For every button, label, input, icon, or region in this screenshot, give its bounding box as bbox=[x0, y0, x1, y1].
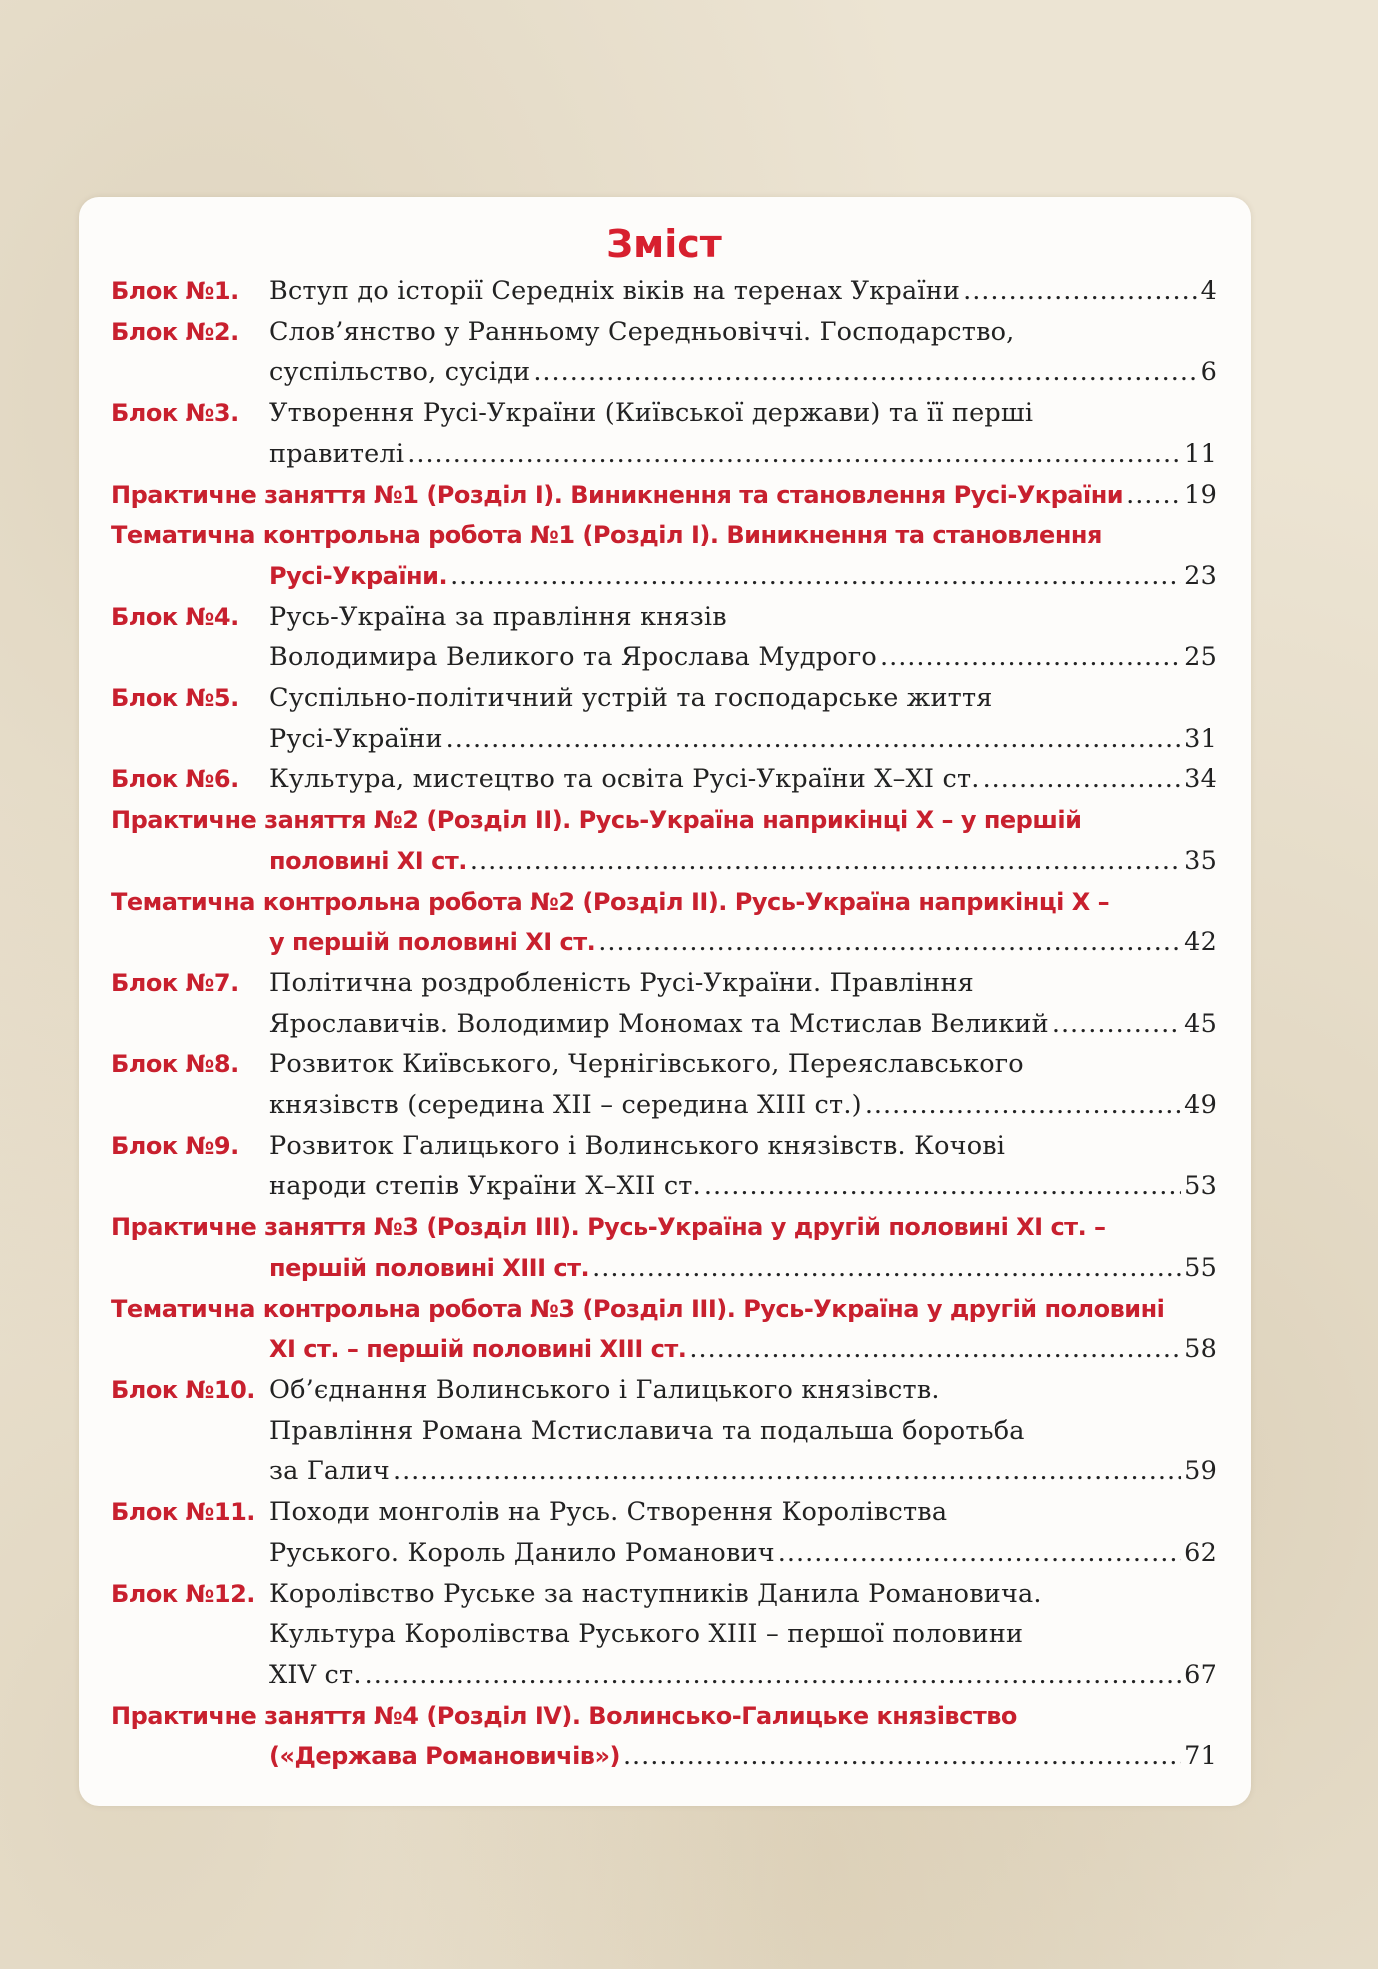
page-number: 49 bbox=[1184, 1090, 1217, 1121]
entry-title-text: першій половині ХІІІ ст. bbox=[269, 1253, 590, 1282]
entry-body bbox=[269, 1126, 1217, 1207]
entry-title-line: Розвиток Галицького і Волинського князівств. Кочові bbox=[269, 1130, 1006, 1161]
page-number: 55 bbox=[1184, 1252, 1217, 1283]
page-number: 53 bbox=[1184, 1171, 1217, 1202]
entry-last-line bbox=[111, 1329, 1217, 1370]
toc-entry[interactable] bbox=[111, 1370, 1217, 1492]
entry-last-line bbox=[269, 434, 1217, 475]
entry-last-line bbox=[111, 556, 1217, 597]
entry-title-text: Русі-України. bbox=[269, 561, 448, 590]
entry-label: Блок №5. bbox=[111, 684, 239, 713]
entry-last-line bbox=[111, 475, 1217, 516]
toc-entry[interactable] bbox=[111, 393, 1217, 474]
entry-last-line bbox=[269, 1655, 1217, 1696]
dot-leader bbox=[623, 1736, 1181, 1777]
entry-title-text: князівств (середина XII – середина XIII ст.) bbox=[269, 1090, 862, 1121]
entry-label: Блок №3. bbox=[111, 399, 239, 428]
entry-title-line: Політична роздробленість Русі-України. Правління bbox=[269, 967, 974, 998]
page-number: 11 bbox=[1184, 438, 1217, 469]
entry-title-text: правителі bbox=[269, 438, 405, 469]
dot-leader bbox=[689, 1329, 1181, 1370]
entry-title-text: ХІ ст. – першій половині ХІІІ ст. bbox=[269, 1335, 687, 1364]
entry-body bbox=[269, 1574, 1217, 1696]
entry-title-line: Королівство Руське за наступників Данила Романовича. bbox=[269, 1578, 1042, 1609]
page-number: 58 bbox=[1184, 1334, 1217, 1365]
entry-title-text: народи степів України Х–ХІІ ст. bbox=[269, 1171, 701, 1202]
toc-entry[interactable] bbox=[111, 515, 1217, 596]
entry-body bbox=[111, 800, 1217, 881]
toc-entry[interactable] bbox=[111, 1044, 1217, 1125]
entry-title-line: Об’єднання Волинського і Галицького князівств. bbox=[269, 1374, 940, 1405]
dot-leader bbox=[533, 352, 1197, 393]
toc-entry[interactable] bbox=[111, 678, 1217, 759]
entry-last-line bbox=[269, 1451, 1217, 1492]
toc-entry[interactable] bbox=[111, 1126, 1217, 1207]
toc-panel bbox=[79, 197, 1251, 1806]
toc-entry[interactable] bbox=[111, 759, 1217, 800]
toc-entry[interactable] bbox=[111, 312, 1217, 393]
page-number: 4 bbox=[1200, 276, 1217, 306]
dot-leader bbox=[470, 841, 1181, 882]
entry-title-text: за Галич bbox=[269, 1456, 390, 1487]
page-number: 23 bbox=[1184, 560, 1217, 591]
entry-last-line bbox=[111, 1736, 1217, 1777]
entry-heading-line: Тематична контрольна робота №1 (Розділ І). Виникнення та становлення bbox=[111, 521, 1102, 550]
entry-last-line bbox=[269, 637, 1217, 678]
page-number: 19 bbox=[1184, 479, 1217, 510]
entry-heading-line: Практичне заняття №2 (Розділ ІІ). Русь-Україна наприкінці Х – у першій bbox=[111, 806, 1082, 835]
entry-body bbox=[111, 1696, 1217, 1777]
dot-leader bbox=[407, 434, 1181, 475]
entry-body bbox=[269, 678, 1217, 759]
dot-leader bbox=[983, 759, 1182, 800]
entry-title-line: Суспільно-політичний устрій та господарське життя bbox=[269, 683, 993, 714]
entry-body bbox=[269, 312, 1217, 393]
page-number: 34 bbox=[1184, 764, 1217, 795]
toc-entry[interactable] bbox=[111, 271, 1217, 312]
entry-title-text: Ярославичів. Володимир Мономах та Мстислав Великий bbox=[269, 1008, 1049, 1039]
entry-last-line bbox=[269, 1004, 1217, 1045]
entry-title-text: XIV ст. bbox=[269, 1659, 362, 1690]
entry-body bbox=[269, 1044, 1217, 1125]
toc-entry[interactable] bbox=[111, 475, 1217, 516]
page-number: 62 bbox=[1184, 1537, 1217, 1568]
entry-title-line: Утворення Русі-України (Київської держави) та її перші bbox=[269, 398, 1034, 429]
entry-title-text: Практичне заняття №1 (Розділ І). Виникнення та становлення Русі-України bbox=[111, 480, 1124, 509]
entry-last-line bbox=[269, 759, 1217, 800]
entry-label: Блок №4. bbox=[111, 602, 239, 631]
entry-body bbox=[111, 882, 1217, 963]
entry-title-line: Слов’янство у Ранньому Середньовіччі. Господарство, bbox=[269, 316, 1015, 347]
page-number: 25 bbox=[1184, 642, 1217, 673]
toc-entry[interactable] bbox=[111, 1492, 1217, 1573]
dot-leader bbox=[1126, 475, 1181, 516]
entry-label: Блок №2. bbox=[111, 317, 239, 346]
entry-title-text: суспільство, сусіди bbox=[269, 357, 531, 388]
toc-entry[interactable] bbox=[111, 882, 1217, 963]
entry-last-line bbox=[269, 1533, 1217, 1574]
dot-leader bbox=[880, 637, 1181, 678]
entry-title-text: у першій половині ХІ ст. bbox=[269, 928, 596, 957]
entry-label: Блок №7. bbox=[111, 968, 239, 997]
dot-leader bbox=[393, 1451, 1181, 1492]
entry-heading-line: Практичне заняття №3 (Розділ ІІІ). Русь-Україна у другій половині ХІ ст. – bbox=[111, 1213, 1106, 1242]
entry-label: Блок №9. bbox=[111, 1131, 239, 1160]
toc-entry[interactable] bbox=[111, 1574, 1217, 1696]
page-number: 31 bbox=[1184, 723, 1217, 754]
entry-heading-line: Тематична контрольна робота №3 (Розділ ІІІ). Русь-Україна у другій половині bbox=[111, 1294, 1165, 1323]
entry-title-text: Руського. Король Данило Романович bbox=[269, 1537, 775, 1568]
entry-title-text: Русі-України bbox=[269, 723, 443, 754]
entry-last-line bbox=[269, 352, 1217, 393]
dot-leader bbox=[450, 556, 1181, 597]
toc-list bbox=[111, 271, 1217, 1777]
toc-entry[interactable] bbox=[111, 1207, 1217, 1288]
page-number: 42 bbox=[1184, 927, 1217, 958]
entry-label: Блок №12. bbox=[111, 1579, 255, 1608]
entry-last-line bbox=[269, 271, 1217, 312]
entry-last-line bbox=[269, 1166, 1217, 1207]
entry-label: Блок №1. bbox=[111, 277, 239, 305]
dot-leader bbox=[963, 271, 1197, 312]
entry-last-line bbox=[269, 719, 1217, 760]
entry-title-line: Правління Романа Мстиславича та подальша боротьба bbox=[269, 1415, 1025, 1446]
entry-label: Блок №6. bbox=[111, 765, 239, 794]
toc-entry[interactable] bbox=[111, 1289, 1217, 1370]
entry-title-text: Культура, мистецтво та освіта Русі-України Х–ХІ ст. bbox=[269, 764, 980, 795]
entry-title-text: половині ХІ ст. bbox=[269, 846, 467, 875]
entry-body bbox=[269, 1492, 1217, 1573]
entry-label: Блок №10. bbox=[111, 1375, 255, 1404]
entry-title-line: Культура Королівства Руського ХІІІ – першої половини bbox=[269, 1619, 1024, 1650]
dot-leader bbox=[365, 1655, 1181, 1696]
entry-body bbox=[269, 759, 1217, 800]
toc-entry[interactable] bbox=[111, 800, 1217, 881]
entry-last-line bbox=[269, 1085, 1217, 1126]
dot-leader bbox=[865, 1085, 1181, 1126]
entry-last-line bbox=[111, 1248, 1217, 1289]
entry-body bbox=[269, 1370, 1217, 1492]
entry-body bbox=[269, 271, 1217, 312]
page-number: 45 bbox=[1184, 1008, 1217, 1039]
entry-title-line: Русь-Україна за правління князів bbox=[269, 601, 727, 632]
page-number: 35 bbox=[1184, 845, 1217, 876]
entry-heading-line: Практичне заняття №4 (Розділ IV). Волинсько-Галицьке князівство bbox=[111, 1701, 1017, 1730]
page-number: 6 bbox=[1200, 357, 1217, 388]
entry-body bbox=[269, 597, 1217, 678]
entry-label: Блок №8. bbox=[111, 1050, 239, 1079]
entry-heading-line: Тематична контрольна робота №2 (Розділ ІІ). Русь-Україна наприкінці Х – bbox=[111, 887, 1110, 916]
entry-body bbox=[111, 1289, 1217, 1370]
toc-entry[interactable] bbox=[111, 597, 1217, 678]
entry-body bbox=[269, 393, 1217, 474]
dot-leader bbox=[1052, 1004, 1181, 1045]
entry-body bbox=[269, 963, 1217, 1044]
page-number: 71 bbox=[1184, 1741, 1217, 1772]
page-title: Зміст bbox=[606, 222, 722, 266]
dot-leader bbox=[778, 1533, 1181, 1574]
toc-entry[interactable] bbox=[111, 963, 1217, 1044]
entry-last-line bbox=[111, 922, 1217, 963]
entry-body bbox=[111, 515, 1217, 596]
entry-title-text: Вступ до історії Середніх віків на теренах України bbox=[269, 276, 961, 306]
dot-leader bbox=[592, 1248, 1181, 1289]
entry-title-line: Походи монголів на Русь. Створення Королівства bbox=[269, 1497, 948, 1528]
toc-entry[interactable] bbox=[111, 1696, 1217, 1777]
page-number: 59 bbox=[1184, 1456, 1217, 1487]
entry-last-line bbox=[111, 841, 1217, 882]
entry-body bbox=[111, 1207, 1217, 1288]
entry-label: Блок №11. bbox=[111, 1498, 255, 1527]
entry-title-text: («Держава Романовичів») bbox=[269, 1742, 620, 1771]
dot-leader bbox=[704, 1166, 1181, 1207]
entry-body bbox=[111, 475, 1217, 516]
page-number: 67 bbox=[1184, 1659, 1217, 1690]
entry-title-text: Володимира Великого та Ярослава Мудрого bbox=[269, 642, 877, 673]
dot-leader bbox=[598, 922, 1181, 963]
dot-leader bbox=[446, 719, 1181, 760]
entry-title-line: Розвиток Київського, Чернігівського, Переяславського bbox=[269, 1049, 1024, 1080]
